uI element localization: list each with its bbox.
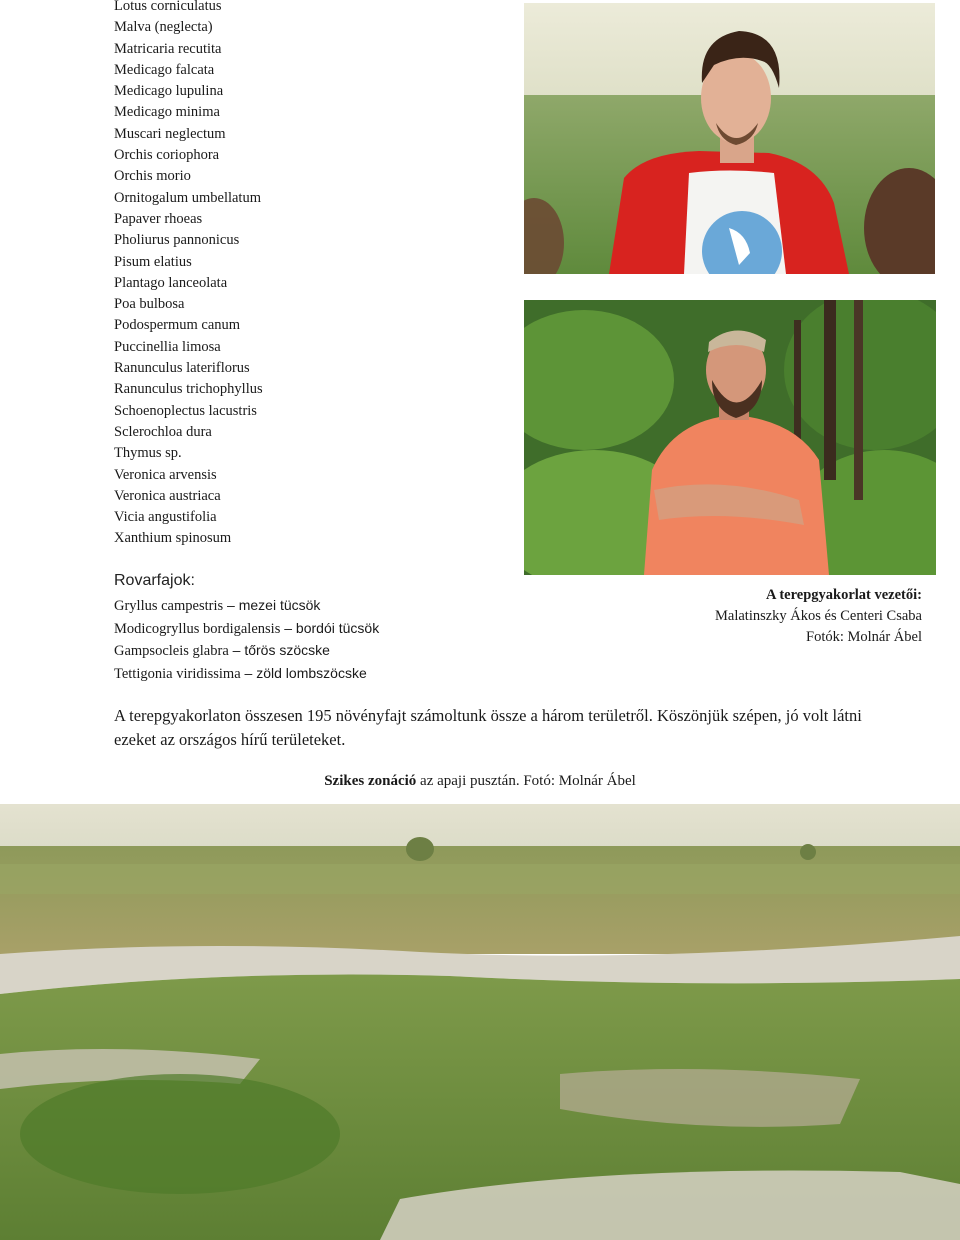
insect-scientific-name: Gampsocleis glabra [114,643,229,659]
photo-credit: Fotók: Molnár Ábel [806,629,922,645]
insect-hungarian-name: tőrös szöcske [244,642,330,658]
plant-species: Ranunculus lateriflorus [114,360,250,377]
plant-species: Pisum elatius [114,253,192,270]
leader-caption-title: A terepgyakorlat vezetői: [766,587,922,603]
insect-separator: – [228,642,245,658]
plant-species: Podospermum canum [114,317,241,334]
insect-scientific-name: Tettigonia viridissima [114,665,241,682]
leader-photo-2 [524,300,936,575]
plant-species: Matricaria recutita [114,40,222,57]
plant-species: Poa bulbosa [114,296,185,313]
plant-species-list [114,0,514,550]
plant-species: Muscari neglectum [114,125,226,142]
plant-species: Papaver rhoeas [114,210,203,227]
plant-species: Medicago falcata [114,61,215,78]
plant-species: Malva (neglecta) [114,19,213,36]
plant-species: Schoenoplectus lacustris [114,402,257,419]
plant-species: Thymus sp. [114,445,182,462]
plant-species: Ornitogalum umbellatum [114,189,261,206]
summary-paragraph: A terepgyakorlaton összesen 195 növényfajt számoltunk össze a három területről. Köszönjük szépen, jó volt látni ezeket az országos hírű területeket. [114,706,862,749]
insect-scientific-name: Gryllus campestris [114,598,224,614]
plant-species: Plantago lanceolata [114,274,228,291]
plant-species: Xanthium spinosum [114,530,232,547]
insect-species [114,618,534,641]
landscape-photo-image [0,804,960,1240]
plant-species: Orchis coriophora [114,147,220,164]
insect-separator: – [240,664,257,681]
insect-separator: – [223,597,239,613]
plant-species: Veronica arvensis [114,466,217,483]
leader-names: Malatinszky Ákos és Centeri Csaba [715,608,922,624]
plant-species: Ranunculus trichophyllus [114,381,263,398]
landscape-photo [0,804,960,1240]
insect-hungarian-name: zöld lombszöcske [256,664,367,681]
plant-species: Pholiurus pannonicus [114,232,240,249]
leader-caption [602,585,922,648]
insect-species [114,640,534,663]
figure-caption-text: az apaji pusztán. Fotó: Molnár Ábel [416,773,636,789]
insect-separator: – [280,619,296,636]
plant-species: Puccinellia limosa [114,338,221,355]
insect-hungarian-name: bordói tücsök [295,619,380,636]
insect-section-heading: Rovarfajok: [114,572,195,589]
plant-species: Lotus corniculatus [114,0,222,14]
insect-species-list [114,595,534,685]
plant-species: Sclerochloa dura [114,423,212,440]
plant-species: Veronica austriaca [114,487,221,504]
insect-hungarian-name: mezei tücsök [238,597,321,613]
leader-photo-2-image [524,300,936,575]
insect-scientific-name: Modicogryllus bordigalensis [114,620,281,637]
insect-species [114,663,534,686]
figure-caption [0,773,960,790]
plant-species: Medicago minima [114,104,220,121]
figure-caption-bold: Szikes zonáció [324,773,417,789]
leader-photo-1 [524,3,935,274]
leader-photo-1-image [524,3,935,274]
insect-species [114,595,534,618]
plant-species: Medicago lupulina [114,83,224,100]
plant-species: Vicia angustifolia [114,509,217,526]
plant-species: Orchis morio [114,168,191,185]
